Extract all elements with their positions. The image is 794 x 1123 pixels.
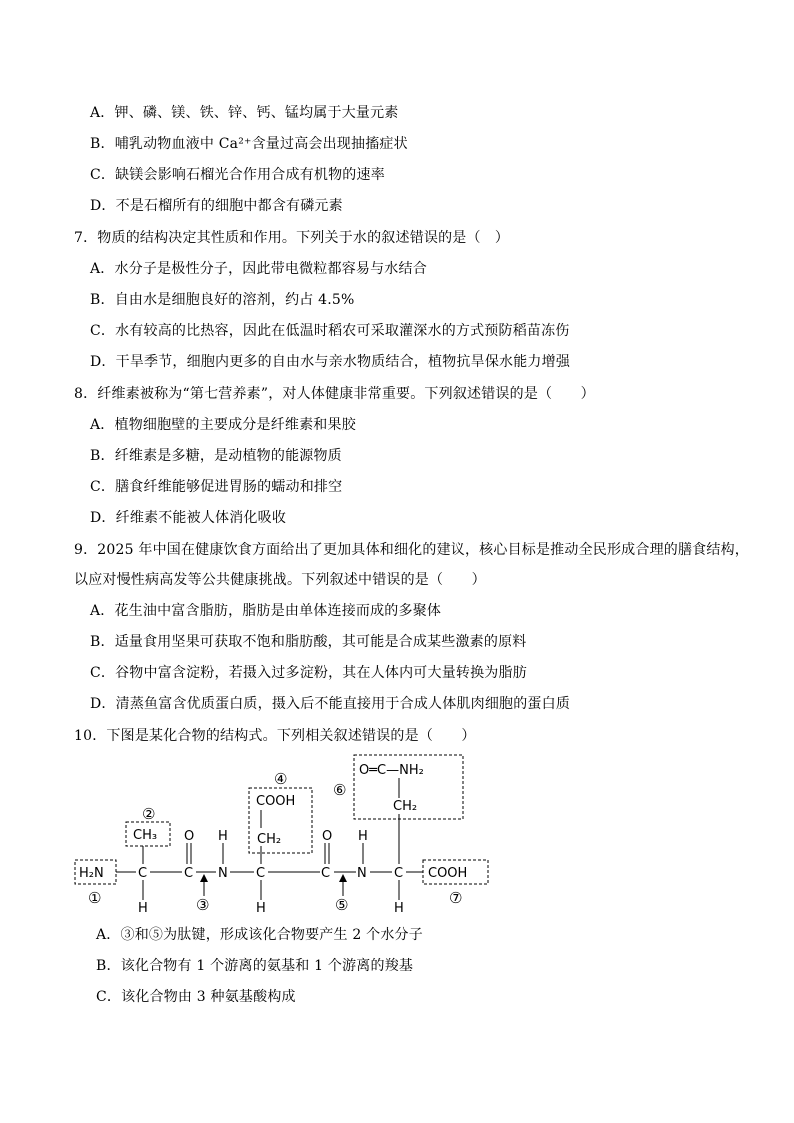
- carbonyl-carbon-1: C: [184, 866, 194, 881]
- q6-option-a: A．钾、磷、镁、铁、锌、钙、锰均属于大量元素: [90, 105, 399, 121]
- q6-option-c: C．缺镁会影响石榴光合作用合成有机物的速率: [90, 167, 385, 183]
- oxygen-1: O: [184, 829, 195, 844]
- label-2: ②: [142, 805, 156, 823]
- box-amino-group: [75, 860, 116, 884]
- q7-option-d: D．干旱季节，细胞内更多的自由水与亲水物质结合，植物抗旱保水能力增强: [90, 354, 571, 370]
- q10-option-a: A．③和⑤为肽键，形成该化合物要产生 2 个水分子: [96, 927, 423, 943]
- label-7: ⑦: [449, 889, 463, 907]
- hydrogen-1: H: [138, 901, 148, 916]
- q8-option-a: A．植物细胞壁的主要成分是纤维素和果胶: [90, 417, 356, 433]
- q7-option-c: C．水有较高的比热容，因此在低温时稻农可采取灌深水的方式预防稻苗冻伤: [90, 323, 570, 339]
- q10-stem: 10．下图是某化合物的结构式。下列相关叙述错误的是（ ）: [74, 728, 476, 744]
- box-r4: [249, 788, 312, 853]
- q9-option-d: D．清蒸鱼富含优质蛋白质，摄入后不能直接用于合成人体肌肉细胞的蛋白质: [90, 696, 571, 712]
- box-carboxyl: [423, 860, 488, 884]
- label-5: ⑤: [335, 896, 349, 914]
- q9-option-b: B．适量食用坚果可获取不饱和脂肪酸，其可能是合成某些激素的原料: [90, 634, 527, 650]
- q8-stem: 8．纤维素被称为“第七营养素”，对人体健康非常重要。下列叙述错误的是（ ）: [74, 386, 595, 402]
- alpha-carbon-2: C: [256, 866, 266, 881]
- carboxyl-end-text: COOH: [428, 866, 468, 881]
- box-r6: [354, 755, 463, 819]
- hydrogen-n1: H: [218, 829, 228, 844]
- r6-methylene-text: CH₂: [393, 799, 418, 814]
- label-3: ③: [196, 896, 210, 914]
- amino-group-text: H₂N: [79, 866, 104, 881]
- q10-option-c: C．该化合物由 3 种氨基酸构成: [96, 989, 296, 1005]
- alpha-carbon-1: C: [138, 866, 148, 881]
- q8-option-c: C．膳食纤维能够促进胃肠的蠕动和排空: [90, 479, 343, 495]
- q9-stem-line2: 以应对慢性病高发等公共健康挑战。下列叙述中错误的是（ ）: [74, 572, 486, 588]
- q6-option-d: D．不是石榴所有的细胞中都含有磷元素: [90, 198, 343, 214]
- q7-stem: 7．物质的结构决定其性质和作用。下列关于水的叙述错误的是（ ）: [74, 230, 510, 246]
- q7-option-b: B．自由水是细胞良好的溶剂，约占 4.5%: [90, 292, 355, 308]
- r4-carboxyl-text: COOH: [256, 794, 296, 809]
- label-1: ①: [88, 889, 102, 907]
- r6-amide-text: O═C—NH₂: [359, 763, 424, 778]
- r2-methyl-text: CH₃: [133, 828, 158, 843]
- label-6: ⑥: [333, 781, 347, 799]
- box-r2: [126, 822, 170, 846]
- carbonyl-carbon-2: C: [321, 866, 331, 881]
- q6-option-b: B．哺乳动物血液中 Ca²⁺含量过高会出现抽搐症状: [90, 136, 408, 152]
- q9-stem-line1: 9．2025 年中国在健康饮食方面给出了更加具体和细化的建议，核心目标是推动全民形成合理的膳食结构，: [74, 542, 749, 558]
- nitrogen-2: N: [357, 866, 367, 881]
- q9-option-a: A．花生油中富含脂肪，脂肪是由单体连接而成的多聚体: [90, 603, 442, 619]
- hydrogen-2: H: [256, 901, 266, 916]
- oxygen-2: O: [322, 829, 333, 844]
- alpha-carbon-3: C: [394, 866, 404, 881]
- q8-option-b: B．纤维素是多糖，是动植物的能源物质: [90, 448, 342, 464]
- r4-methylene-text: CH₂: [257, 832, 282, 847]
- q7-option-a: A．水分子是极性分子，因此带电微粒都容易与水结合: [90, 261, 427, 277]
- q10-option-b: B．该化合物有 1 个游离的氨基和 1 个游离的羧基: [96, 958, 414, 974]
- q8-option-d: D．纤维素不能被人体消化吸收: [90, 510, 287, 526]
- hydrogen-3: H: [394, 901, 404, 916]
- label-4: ④: [274, 770, 288, 788]
- q9-option-c: C．谷物中富含淀粉，若摄入过多淀粉，其在人体内可大量转换为脂肪: [90, 665, 527, 681]
- hydrogen-n2: H: [358, 829, 368, 844]
- nitrogen-1: N: [218, 866, 228, 881]
